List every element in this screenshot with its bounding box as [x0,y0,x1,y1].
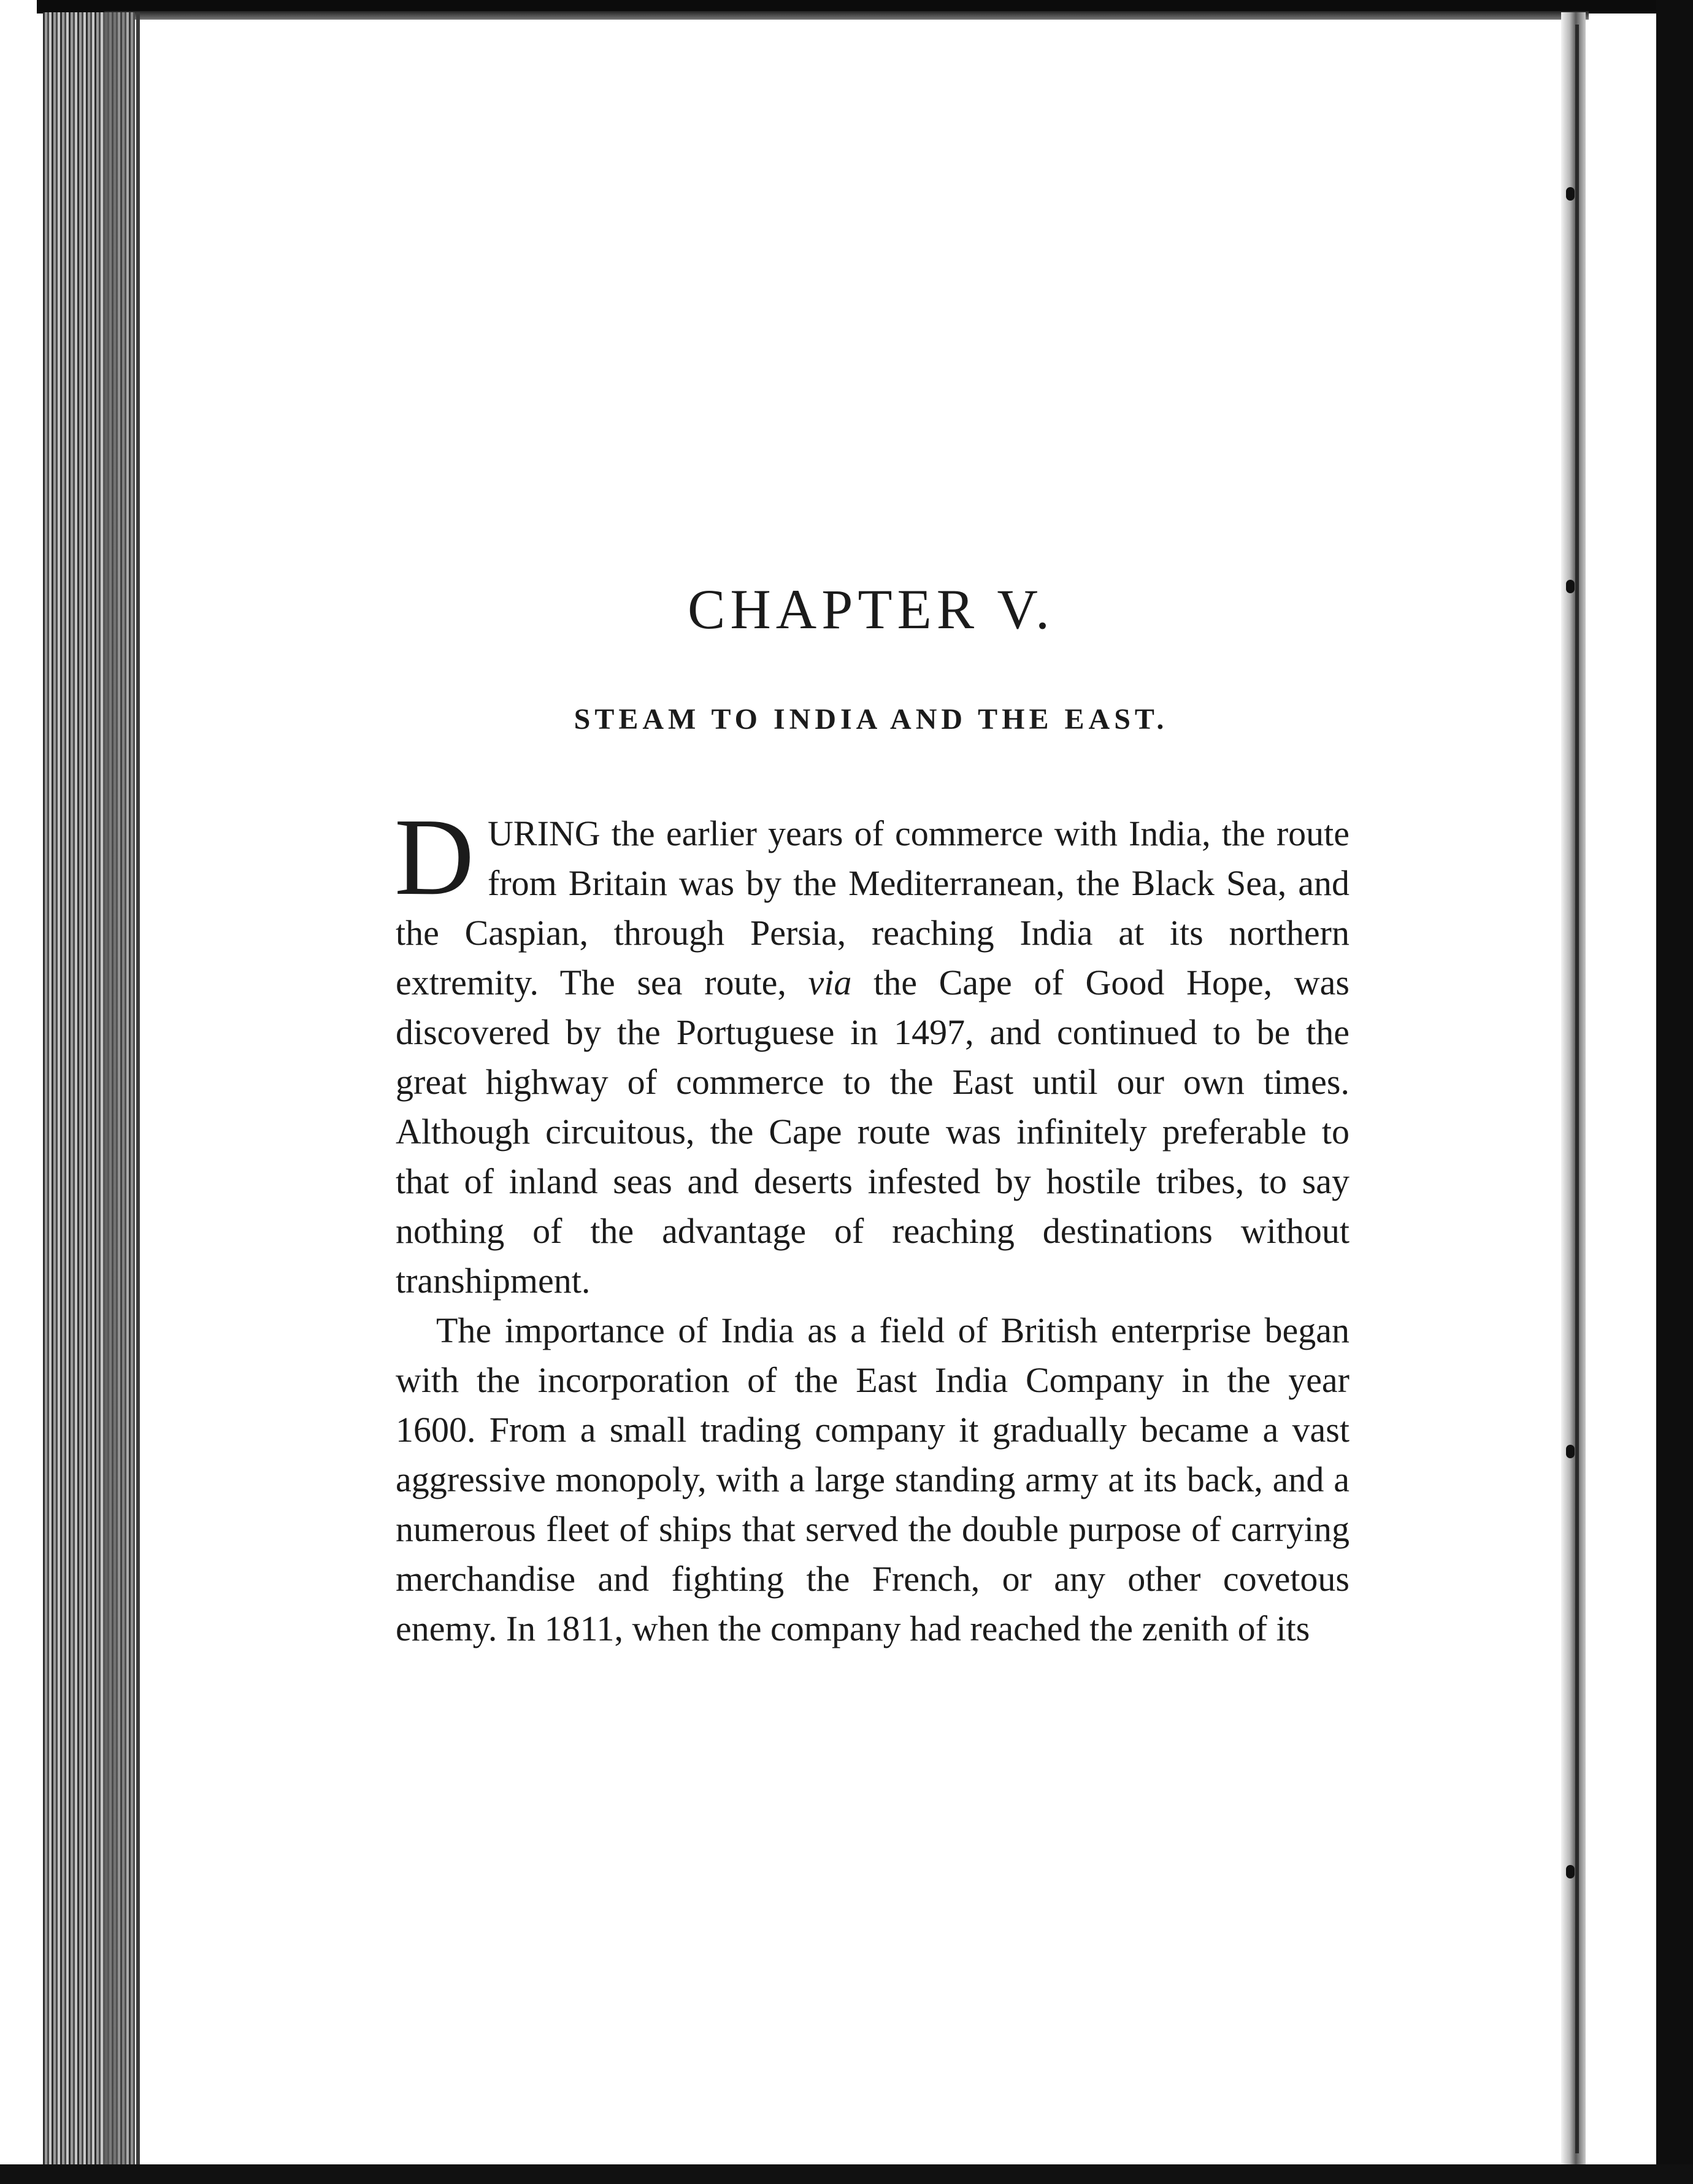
book-gutter [1561,12,1586,2166]
italic-word: via [808,963,852,1002]
paragraph-2: The importance of India as a field of British enterprise began with the incorporation of the East India Company in the year 1600. From a small trading company it gradually became a vast aggressive monopoly, with a large standing army at its back, and a numerous fleet of ships that served the double purpose of carrying merchandise and fighting the French, or any other covetous enemy. In 1811, when the company had reached the zenith of its [396,1310,1349,1648]
paragraph-1-text: URING the earlier years of commerce with India, the route from Britain was by the Mediterranean, the Black Sea, and the Caspian, through Persia, reaching India at its northern extremity. The sea route, [396,813,1349,1002]
paragraph-1-text-continued: the Cape of Good Hope, was discovered by the Portuguese in 1497, and continued to be the great highway of commerce to the East until our own times. Although circuitous, the Cape route was infinitely preferable to that of inland seas and deserts infested by hostile tribes, to say nothing of the advantage of reaching destinations without transhipment. [396,963,1349,1301]
chapter-body [394,796,1349,1653]
paragraph-1 [394,796,1349,1305]
page-left-edge [136,12,140,2166]
binding-thread-mark [1566,580,1575,593]
chapter-subtitle: STEAM TO INDIA AND THE EAST. [574,703,1169,736]
facing-page-sliver [1589,13,1656,2164]
drop-cap: D [394,796,474,918]
page-stack-shadow [103,12,137,2166]
binding-thread-mark [1566,187,1575,201]
scan-bottom-border [0,2164,1693,2184]
chapter-heading: CHAPTER V. [687,578,1055,640]
binding-thread-mark [1566,1445,1575,1458]
binding-thread-mark [1566,1865,1575,1878]
scan-left-margin [0,0,37,2184]
gutter-fold-line [1575,25,1579,2153]
page-top-shadow [104,11,1589,20]
scan-right-border [1656,0,1693,2184]
